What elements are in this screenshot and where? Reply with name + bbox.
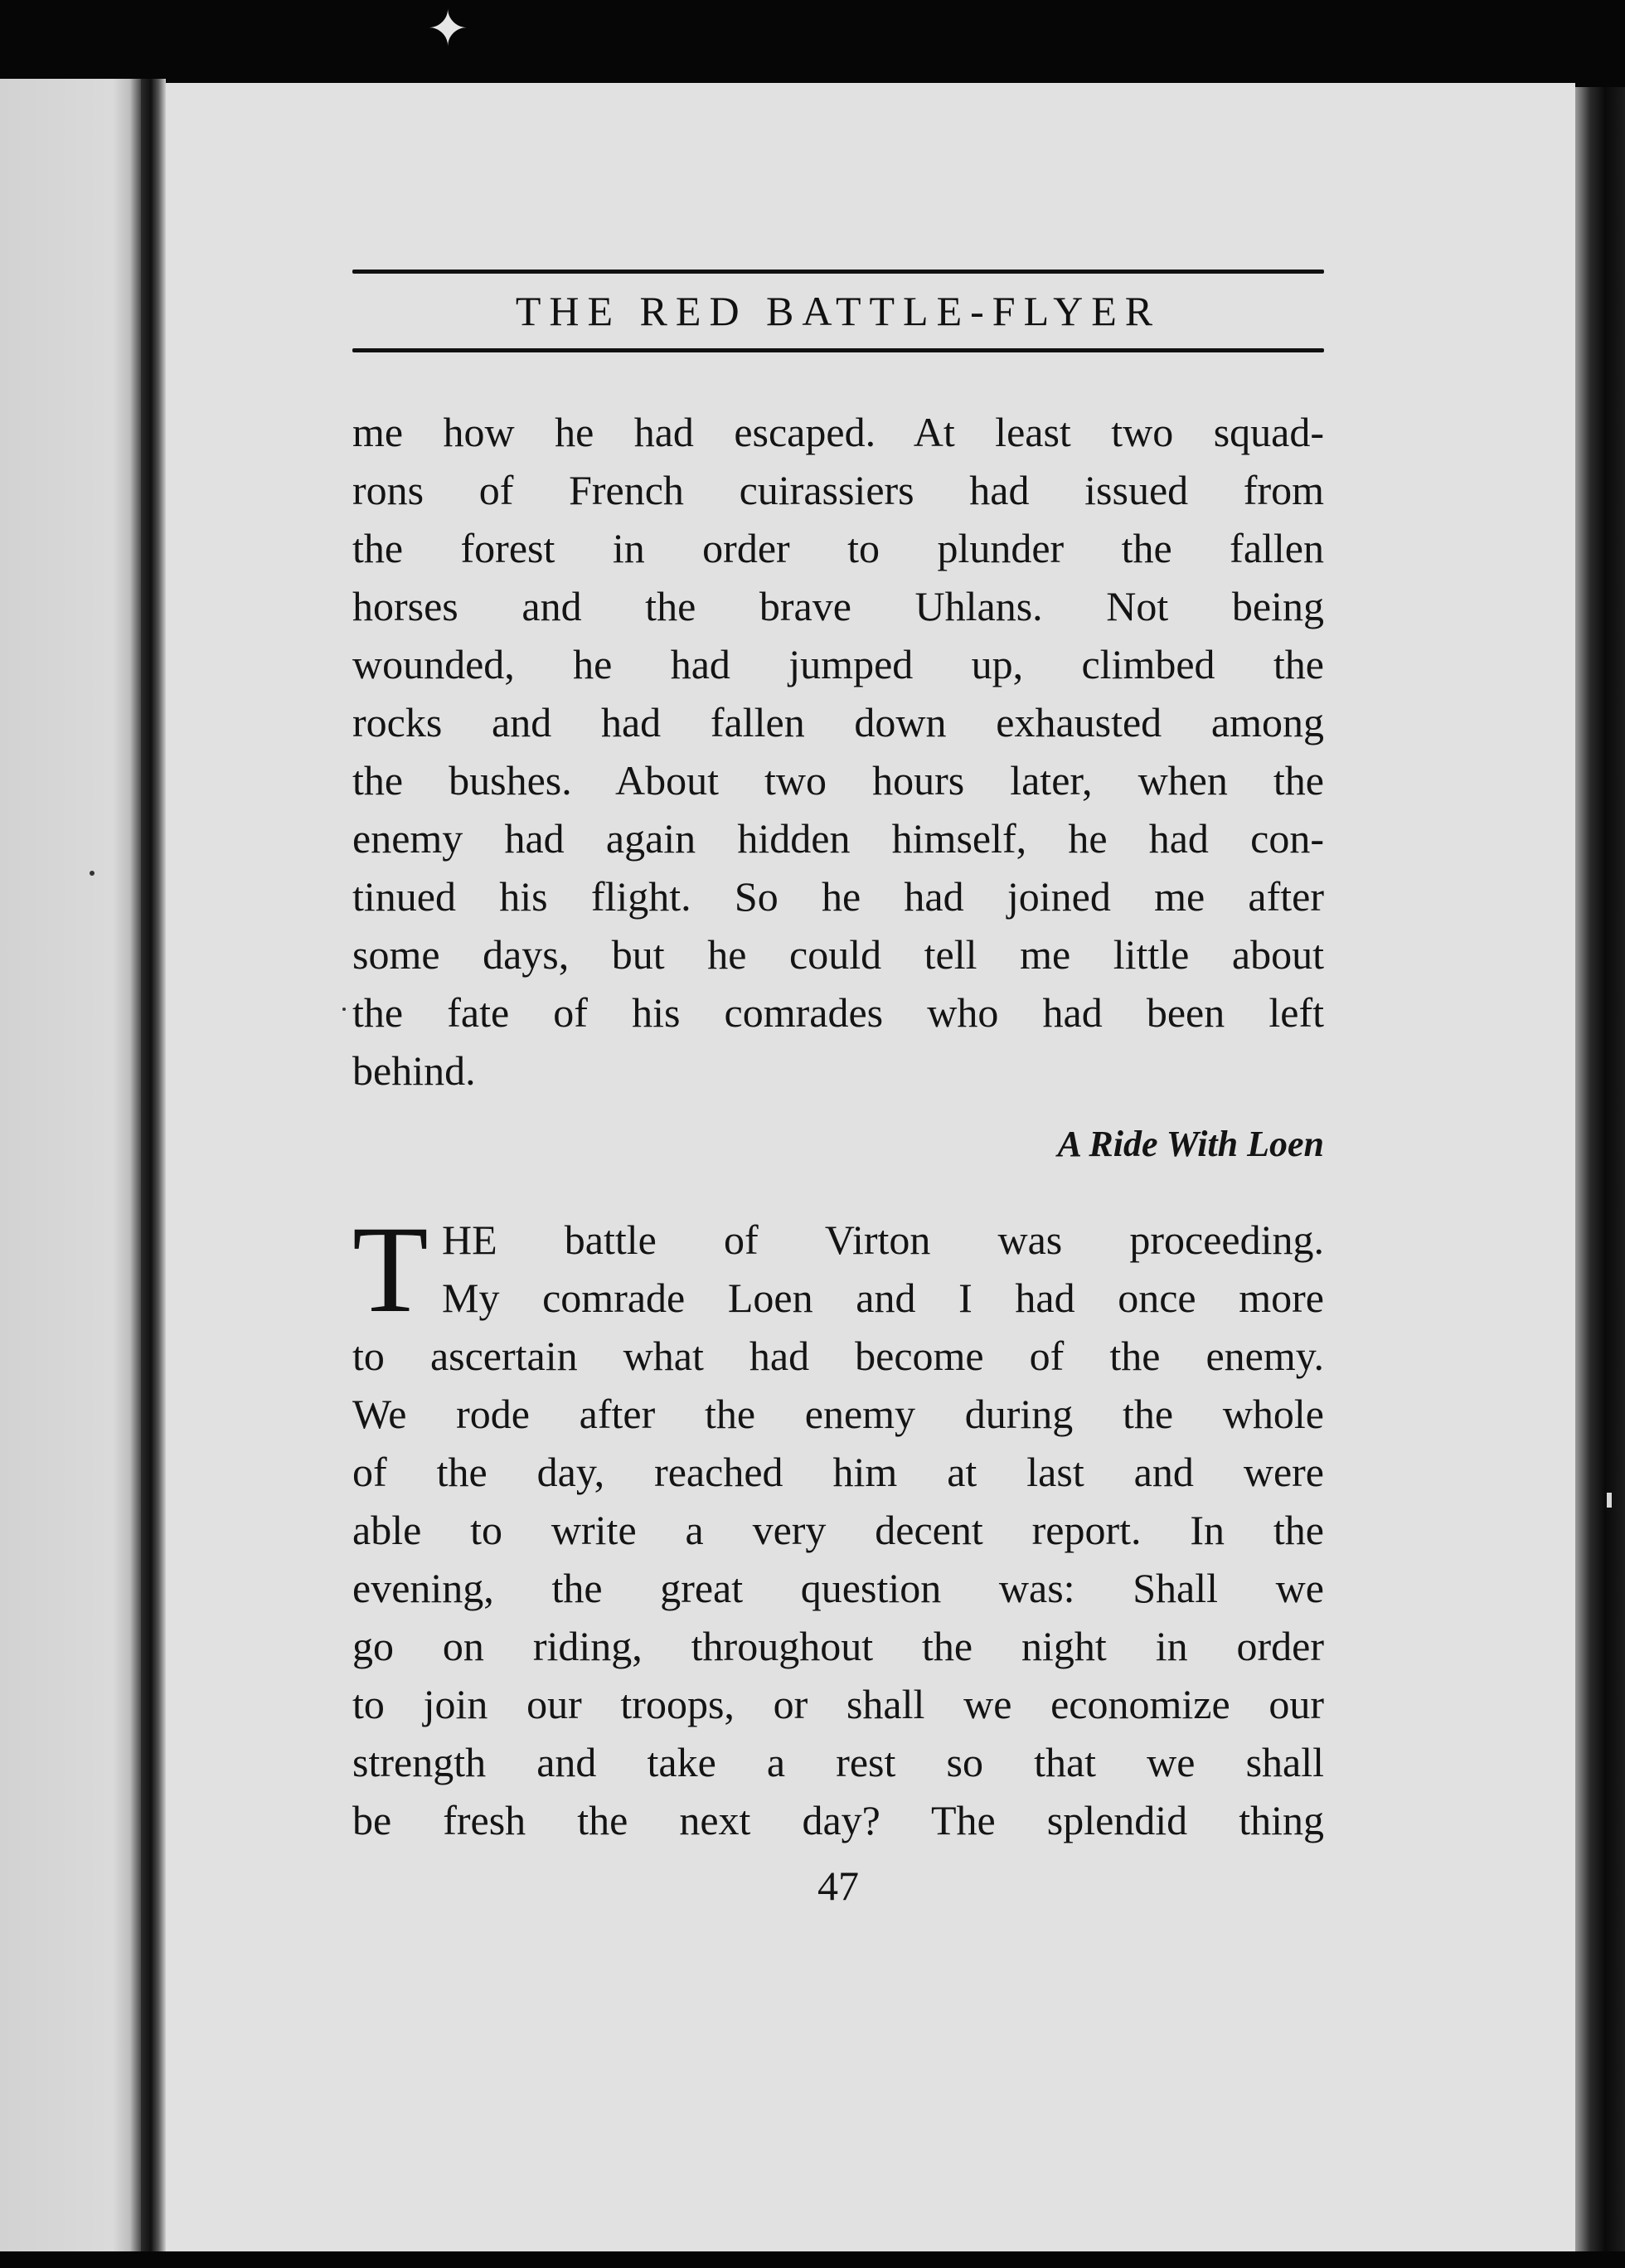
- text-line: some days, but he could tell me little about: [352, 931, 1324, 978]
- text-line: horses and the brave Uhlans. Not being: [352, 583, 1324, 629]
- book-gutter: [141, 79, 166, 2251]
- page-number: 47: [817, 1862, 859, 1909]
- text-line: to ascertain what had become of the enemy.: [352, 1333, 1324, 1379]
- running-head: [352, 270, 1324, 352]
- text-line: wounded, he had jumped up, climbed the: [352, 641, 1324, 687]
- text-line: My comrade Loen and I had once more: [442, 1275, 1324, 1321]
- text-line: the fate of his comrades who had been left: [352, 989, 1324, 1036]
- text-line: be fresh the next day? The splendid thing: [352, 1797, 1324, 1843]
- paragraph: [352, 403, 1324, 1100]
- text-line: the forest in order to plunder the fallen: [352, 525, 1324, 571]
- scan-artifact: ✦: [427, 2, 469, 56]
- section-heading: A Ride With Loen: [1057, 1124, 1324, 1164]
- text-line: evening, the great question was: Shall we: [352, 1565, 1324, 1611]
- text-line: the bushes. About two hours later, when the: [352, 757, 1324, 804]
- text-line: rocks and had fallen down exhausted among: [352, 699, 1324, 745]
- text-line: me how he had escaped. At least two squad-: [352, 409, 1324, 455]
- scan-speck: [342, 1008, 346, 1011]
- header-rule-bottom: [352, 348, 1324, 352]
- text-line: enemy had again hidden himself, he had con-: [352, 815, 1324, 862]
- previous-page-edge: [0, 79, 141, 2251]
- text-line: behind.: [352, 1047, 476, 1094]
- text-line: to join our troops, or shall we economize our: [352, 1681, 1324, 1727]
- body-text: [352, 403, 1324, 1849]
- drop-cap: T: [352, 1201, 429, 1338]
- dropcap-block: [352, 1201, 1324, 1338]
- paragraph: [352, 1201, 1324, 1849]
- scan-speck: [90, 871, 95, 876]
- text-line: HE battle of Virton was proceeding.: [442, 1217, 1324, 1263]
- text-line: tinued his flight. So he had joined me after: [352, 873, 1324, 920]
- running-head-title: THE RED BATTLE-FLYER: [515, 288, 1162, 334]
- scan-artifact: [1607, 1493, 1612, 1508]
- text-line: We rode after the enemy during the whole: [352, 1391, 1324, 1437]
- page-right-edge: [1575, 87, 1625, 2251]
- text-line: rons of French cuirassiers had issued from: [352, 467, 1324, 513]
- text-line: of the day, reached him at last and were: [352, 1449, 1324, 1495]
- text-line: strength and take a rest so that we shall: [352, 1739, 1324, 1785]
- text-line: able to write a very decent report. In the: [352, 1507, 1324, 1553]
- text-line: go on riding, throughout the night in order: [352, 1623, 1324, 1669]
